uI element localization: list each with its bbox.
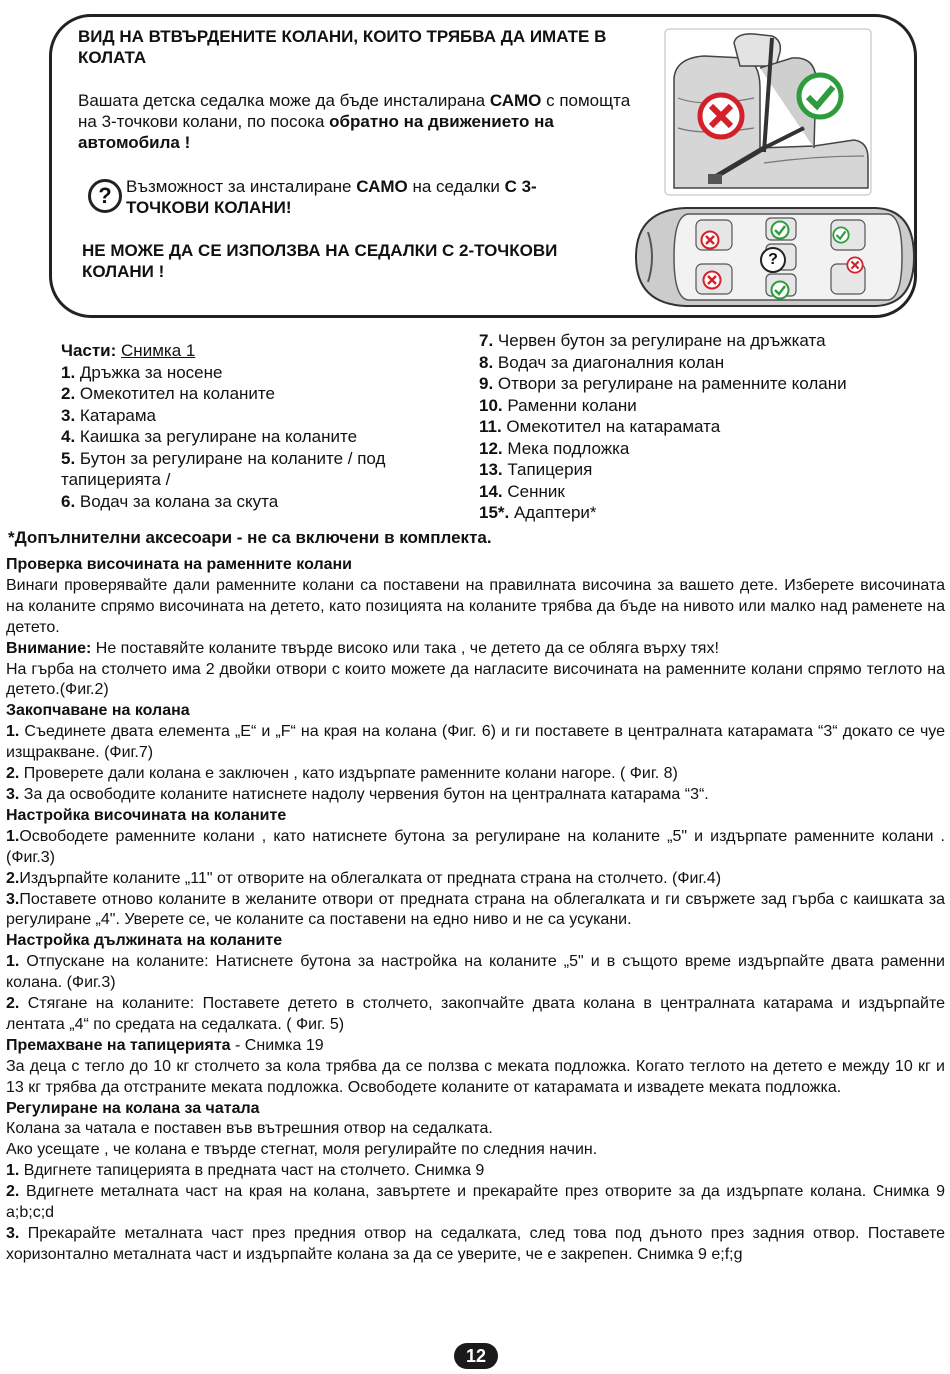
part-item: 1. Дръжка за носене [61, 362, 223, 382]
part-item: 13. Тапицерия [479, 460, 593, 479]
check-icon [770, 220, 790, 240]
step: 3.Поставете отново коланите в желаните отвори от предната страна на облегалката и ги свържете зад гърба с каишката за регулиране „4". Уверете се, че коланите са поставени на едно ниво и не са усукани. [6, 890, 945, 929]
paragraph: На гърба на столчето има 2 двойки отвори с които можете да нагласите височината на раменните колани спрямо теглото на детето.(Фиг.2) [6, 660, 945, 699]
part-item: 5. Бутон за регулиране на коланите / под тапицерията / [61, 448, 386, 489]
step: 1.Освободете раменните колани , като натиснете бутона за регулиране на коланите „5" и издърпате раменните колани . (Фиг.3) [6, 827, 945, 866]
paragraph: Колана за чатала е поставен във вътрешния отвор на седалката. [6, 1120, 493, 1138]
warning-title: ВИД НА ВТВЪРДЕНИТЕ КОЛАНИ, КОИТО ТРЯБВА ДА ИМАТЕ В КОЛАТА [78, 27, 607, 67]
instructions [6, 555, 945, 1266]
part-item: 14. Сенник [479, 481, 565, 501]
question-icon: ? [88, 179, 122, 213]
two-point-warning: НЕ МОЖЕ ДА СЕ ИЗПОЛЗВА НА СЕДАЛКИ С 2-ТОЧКОВИ КОЛАНИ ! [82, 241, 558, 281]
section-heading: Настройка дължината на коланите [6, 932, 283, 950]
section-heading: Премахване на тапицерията - Снимка 19 [6, 1036, 324, 1054]
step: 2. Вдигнете металната част на края на колана, завъртете и прекарайте през отворите за да издърпате колана. Снимка 9 a;b;c;d [6, 1183, 945, 1222]
cross-icon [697, 92, 745, 140]
step: 1. Съединете двата елемента „E“ и „F“ на края на колана (Фиг. 6) и ги поставете в централната катарамата “3“ докато се чуе изщракване. (Фиг.7) [6, 723, 945, 762]
part-item: 10. Раменни колани [479, 395, 637, 415]
three-point-text: Възможност за инсталиране САМО на седалки С 3-ТОЧКОВИ КОЛАНИ! [126, 177, 537, 217]
attention-note: Внимание: Не поставяйте коланите твърде високо или така , че детето да се обляга върху тях! [6, 639, 719, 657]
part-item: 7. Червен бутон за регулиране на дръжката [479, 331, 826, 350]
check-icon [770, 280, 790, 300]
check-icon [832, 226, 850, 244]
accessories-note: *Допълнителни аксесоари - не са включени в комплекта. [8, 528, 492, 547]
part-item: 12. Мека подложка [479, 438, 630, 458]
parts-list-left [61, 340, 471, 512]
paragraph: Ако усещате , че колана е твърде стегнат, моля регулирайте по следния начин. [6, 1141, 598, 1159]
cross-icon [702, 270, 722, 290]
part-item: 8. Водач за диагоналния колан [479, 352, 725, 372]
section-heading: Настройка височината на коланите [6, 806, 287, 824]
step: 2. Проверете дали колана е заключен , като издърпате раменните колани нагоре. ( Фиг. 8) [6, 765, 678, 783]
three-point-note [88, 176, 608, 218]
step: 3. За да освободите коланите натиснете надолу червения бутон на централната катарама “3“. [6, 785, 709, 803]
part-item: 9. Отвори за регулиране на раменните колани [479, 374, 847, 393]
part-item: 6. Водач за колана за скута [61, 491, 279, 511]
step: 3. Прекарайте металната част през предния отвор на седалката, след това под дъното през задния отвор. Поставете хоризонтално металната част и издърпайте колана за да се уверите, че е закрепен. Снимка 9 e;f;g [6, 1225, 945, 1263]
section-heading: Проверка височината на раменните колани [6, 556, 352, 573]
part-item: 3. Катарама [61, 405, 156, 425]
step: 2. Стягане на коланите: Поставете детето в столчето, закопчайте двата колана в централната катарама и издърпайте лентата „4“ по средата на седалката. ( Фиг. 5) [6, 995, 945, 1033]
part-item: 11. Омекотител на катарамата [479, 417, 721, 436]
paragraph: За деца с тегло до 10 кг столчето за кола трябва да се ползва с меката подложка. Когато теглото на детето е между 10 кг и 13 кг трябва да отстраните меката подложка. Освободете коланите от катарамата и извадете меката подложка. [6, 1057, 945, 1096]
question-icon: ? [760, 247, 786, 273]
cross-icon [846, 256, 864, 274]
section-heading: Регулиране на колана за чатала [6, 1099, 260, 1117]
step: 1. Отпускане на коланите: Натиснете бутона за настройка на коланите „5" и в същото време издърпайте двата раменни колана. (Фиг.3) [6, 953, 945, 992]
part-item: 4. Каишка за регулиране на коланите [61, 427, 358, 446]
warning-intro: Вашата детска седалка може да бъде инсталирана САМО с помощта на 3-точкови колани, по посока обратно на движението на автомобила ! [78, 91, 631, 152]
part-item: 2. Омекотител на коланите [61, 384, 275, 403]
parts-heading: Части: Снимка 1 [61, 341, 196, 360]
step: 2.Издърпайте коланите „11" от отворите на облегалката от предната страна на столчето. (Фиг.4) [6, 869, 722, 887]
part-item: 15*. Адаптери* [479, 503, 597, 522]
paragraph: Винаги проверявайте дали раменните колани са поставени на правилната височина за вашето дете. Изберете височината на коланите спрямо височината на детето, като позицията на коланите трябва да бъде на нивото или малко над раменете на детето. [6, 576, 945, 636]
cross-icon [700, 230, 720, 250]
parts-list-right [479, 330, 919, 524]
check-icon [796, 72, 844, 120]
page-number: 12 [454, 1343, 498, 1369]
section-heading: Закопчаване на колана [6, 702, 190, 720]
step: 1. Вдигнете тапицерията в предната част на столчето. Снимка 9 [6, 1162, 485, 1180]
